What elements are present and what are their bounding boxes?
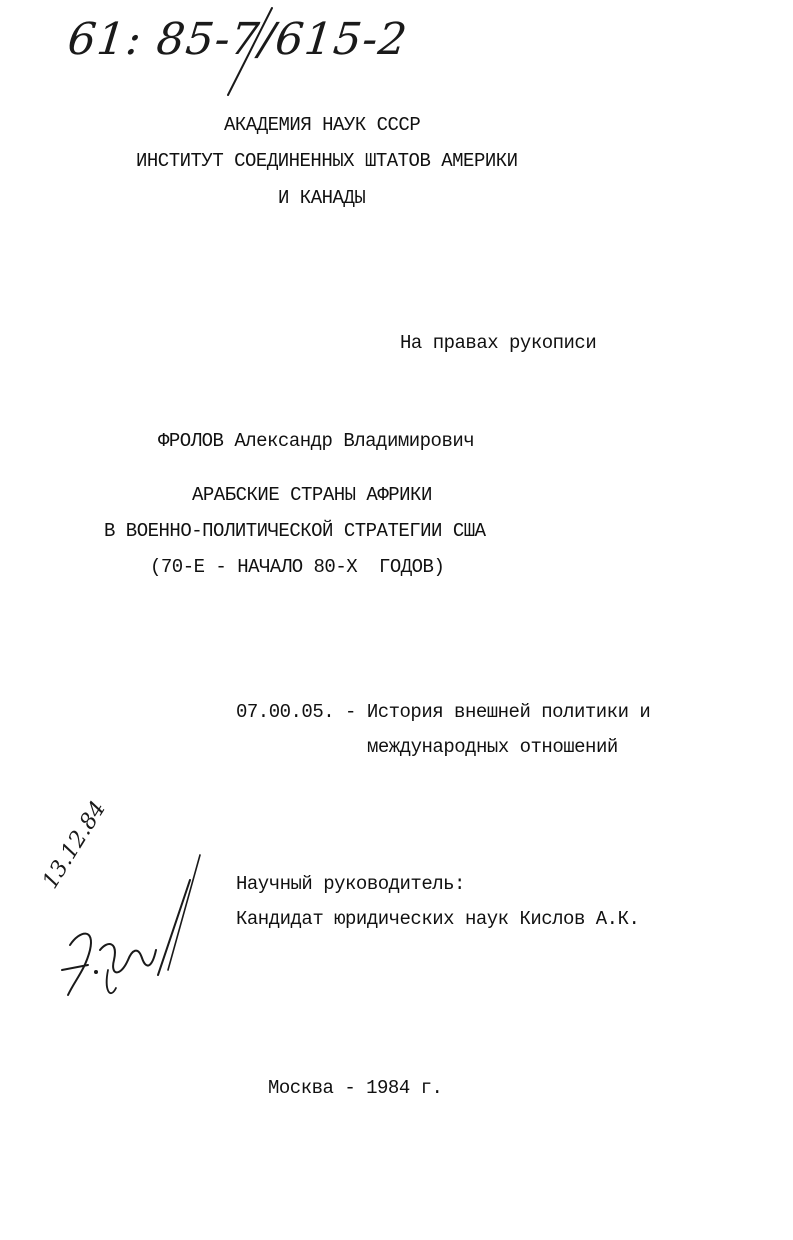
- supervisor-label: Научный руководитель:: [236, 873, 465, 895]
- specialty-line-1: 07.00.05. - История внешней политики и: [236, 701, 651, 723]
- footer-place-year: Москва - 1984 г.: [268, 1077, 443, 1099]
- handwritten-signature: [40, 850, 240, 1030]
- header-academy: АКАДЕМИЯ НАУК СССР: [224, 114, 421, 136]
- header-institute-cont: И КАНАДЫ: [278, 187, 366, 209]
- archive-number-slash: [0, 0, 793, 100]
- handwritten-archive-number: 61: 85-7/615-2: [65, 14, 411, 65]
- specialty-line-2: международных отношений: [367, 736, 618, 758]
- title-line-1: АРАБСКИЕ СТРАНЫ АФРИКИ: [192, 484, 432, 506]
- handwritten-date: 13.12.84: [38, 796, 112, 894]
- header-institute: ИНСТИТУТ СОЕДИНЕННЫХ ШТАТОВ АМЕРИКИ: [136, 150, 518, 172]
- supervisor-name: Кандидат юридических наук Кислов А.К.: [236, 908, 640, 930]
- rights-note: На правах рукописи: [400, 332, 597, 354]
- title-line-2: В ВОЕННО-ПОЛИТИЧЕСКОЙ СТРАТЕГИИ США: [104, 520, 486, 542]
- author-name: ФРОЛОВ Александр Владимирович: [158, 430, 475, 452]
- title-line-3: (70-Е - НАЧАЛО 80-Х ГОДОВ): [150, 556, 445, 578]
